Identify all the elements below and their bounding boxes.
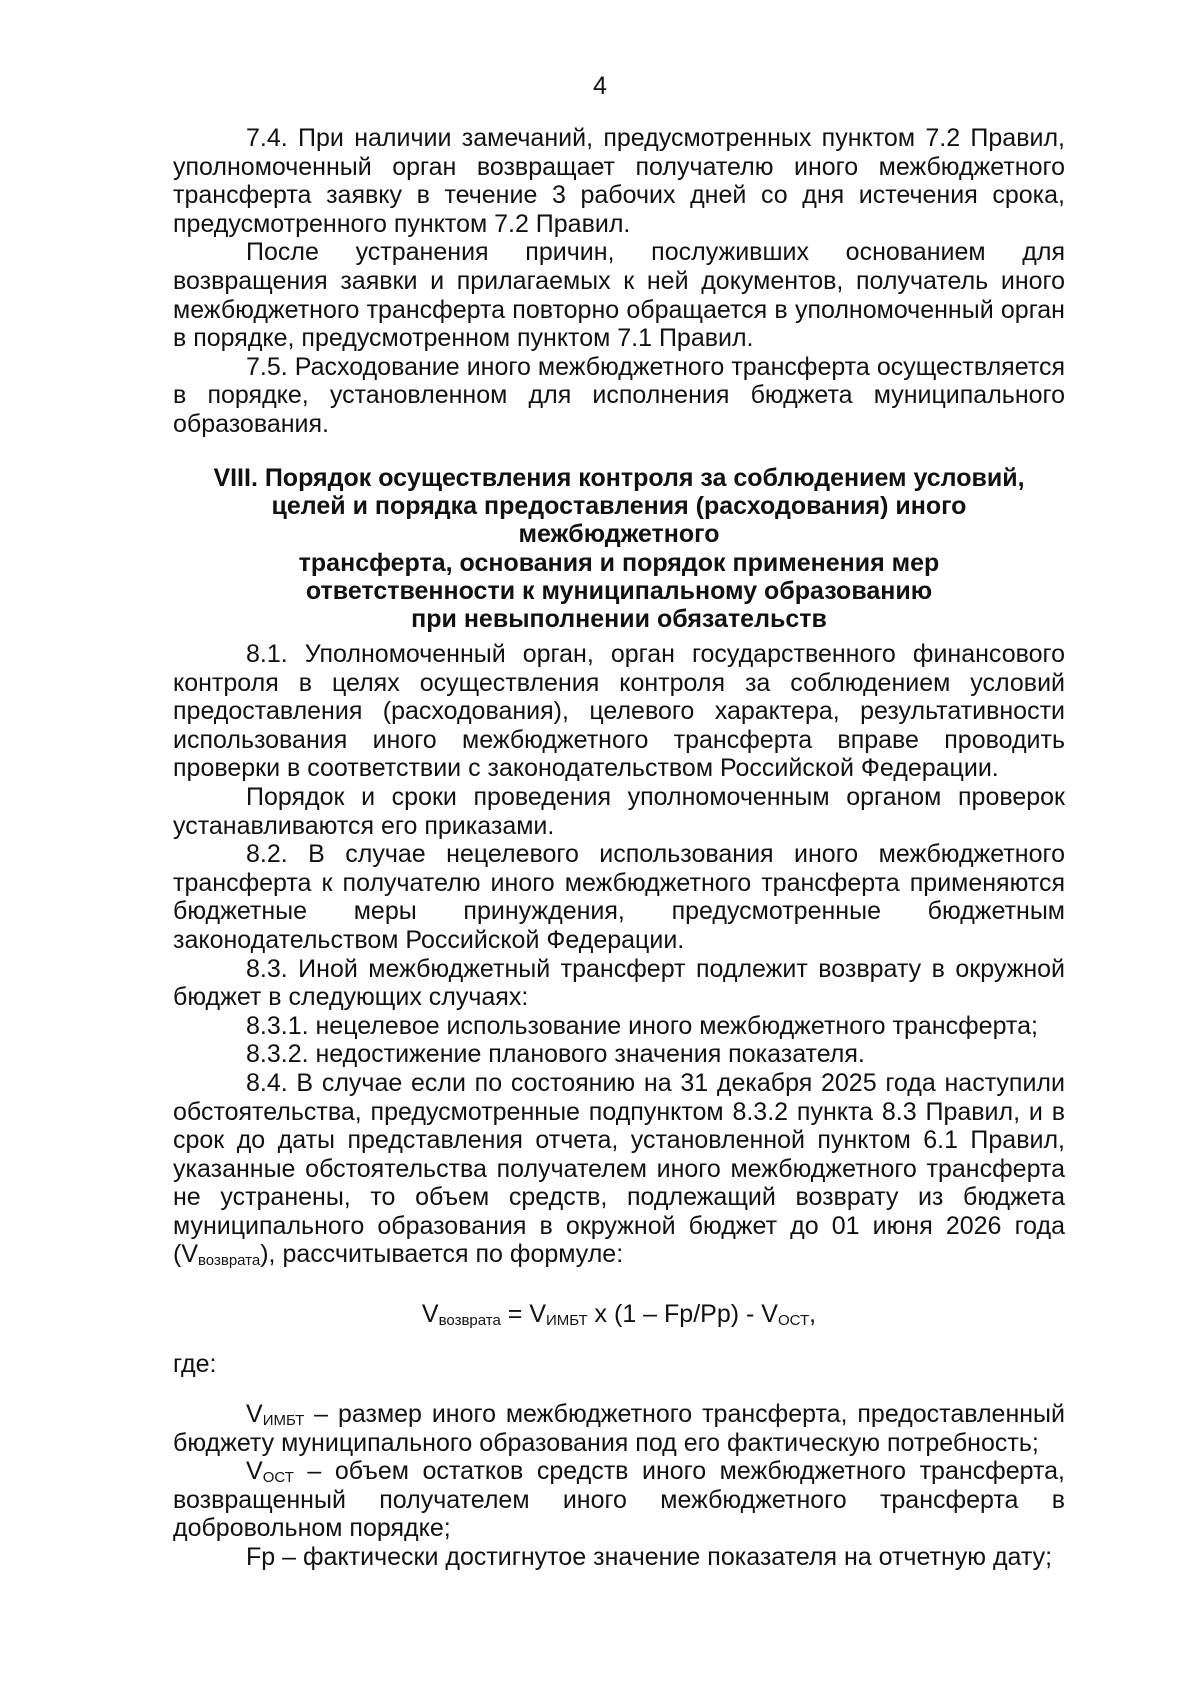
formula-middle: x (1 – Fp/Pp) - V bbox=[587, 1300, 778, 1328]
definition-vimbt bbox=[173, 1400, 1065, 1457]
paragraph-8-4-subscript: возврата bbox=[198, 1252, 261, 1270]
heading-line-1: VIII. Порядок осуществления контроля за соблюдением условий, bbox=[213, 464, 1025, 492]
paragraph-8-4-tail: ), рассчитывается по формуле: bbox=[260, 1240, 624, 1269]
definition-fp: Fp – фактически достигнутое значение показателя на отчетную дату; bbox=[246, 1542, 1053, 1571]
return-formula bbox=[173, 1300, 1065, 1328]
def1-sub: ИМБТ bbox=[262, 1412, 305, 1429]
where-label: где: bbox=[173, 1350, 217, 1378]
def2-text: – объем остатков средств иного межбюджетного трансферта, возвращенный получателем иного межбюджетного трансферта в добровольном порядке; bbox=[173, 1457, 1065, 1543]
heading-line-3: трансферта, основания и порядок применения мер bbox=[298, 548, 940, 577]
paragraph-8-3: 8.3. Иной межбюджетный трансферт подлежит возврату в окружной бюджет в следующих случаях: bbox=[173, 954, 1065, 1012]
paragraph-8-3-1: 8.3.1. нецелевое использование иного межбюджетного трансферта; bbox=[246, 1011, 1038, 1040]
def1-text: – размер иного межбюджетного трансферта, предоставленный бюджету муниципального образования под его фактическую потребность; bbox=[173, 1400, 1065, 1457]
where-label-block bbox=[173, 1350, 1065, 1379]
heading-line-2: целей и порядка предоставления (расходования) иного межбюджетного bbox=[271, 492, 967, 549]
section-7-paragraphs bbox=[173, 124, 1065, 439]
definitions bbox=[173, 1400, 1065, 1572]
paragraph-7-4: 7.4. При наличии замечаний, предусмотренных пунктом 7.2 Правил, уполномоченный орган возвращает получателю иного межбюджетного трансферта заявку в течение 3 рабочих дней со дня истечения срока, предусмотренного пунктом 7.2 Правил. bbox=[173, 124, 1065, 238]
formula-sub-ost: ОСТ bbox=[777, 1312, 810, 1329]
page-number: 4 bbox=[593, 72, 607, 100]
paragraph-order: Порядок и сроки проведения уполномоченным органом проверок устанавливаются его приказами. bbox=[173, 782, 1065, 840]
def2-v: V bbox=[246, 1457, 263, 1486]
paragraph-8-2: 8.2. В случае нецелевого использования иного межбюджетного трансферта к получателю иного межбюджетного трансферта применяются бюджетные меры принуждения, предусмотренные бюджетным законодательством Российской Федерации. bbox=[173, 840, 1065, 954]
formula-v: V bbox=[421, 1300, 439, 1328]
formula-sub-imbt: ИМБТ bbox=[546, 1312, 588, 1329]
formula-equals: = V bbox=[500, 1300, 546, 1328]
paragraph-after-elimination: После устранения причин, послуживших основанием для возвращения заявки и прилагаемых к ней документов, получатель иного межбюджетного трансферта повторно обращается в уполномоченный орган в порядке, предусмотренном пунктом 7.1 Правил. bbox=[173, 238, 1065, 353]
section-8-heading bbox=[173, 464, 1065, 633]
paragraph-8-4-main: 8.4. В случае если по состоянию на 31 декабря 2025 года наступили обстоятельства, предусмотренные подпунктом 8.3.2 пункта 8.3 Правил, и в срок до даты представления отчета, установленной пунктом 6.1 Правил, указанные обстоятельства получателем иного межбюджетного трансферта не устранены, то объем средств, подлежащий возврату из бюджета муниципального образования в окружной бюджет до 01 июня 2026 года (V bbox=[173, 1068, 1065, 1269]
def2-sub: ОСТ bbox=[262, 1469, 294, 1487]
def1-v: V bbox=[246, 1400, 263, 1428]
heading-line-4: ответственности к муниципальному образованию bbox=[305, 576, 933, 605]
paragraph-7-5: 7.5. Расходование иного межбюджетного трансферта осуществляется в порядке, установленном для исполнения бюджета муниципального образования. bbox=[173, 352, 1065, 438]
definition-vost bbox=[173, 1457, 1065, 1543]
paragraph-8-4 bbox=[173, 1069, 1065, 1269]
paragraph-8-3-2: 8.3.2. недостижение планового значения показателя. bbox=[246, 1040, 865, 1069]
formula-sub-return: возврата bbox=[438, 1312, 501, 1329]
heading-line-5: при невыполнении обязательств bbox=[411, 605, 827, 634]
formula-end: , bbox=[809, 1300, 817, 1328]
section-8-paragraphs bbox=[173, 640, 1065, 1269]
paragraph-8-1: 8.1. Уполномоченный орган, орган государственного финансового контроля в целях осуществления контроля за соблюдением условий предоставления (расходования), целевого характера, результативности использования иного межбюджетного трансферта вправе проводить проверки в соответствии с законодательством Российской Федерации. bbox=[173, 640, 1065, 783]
